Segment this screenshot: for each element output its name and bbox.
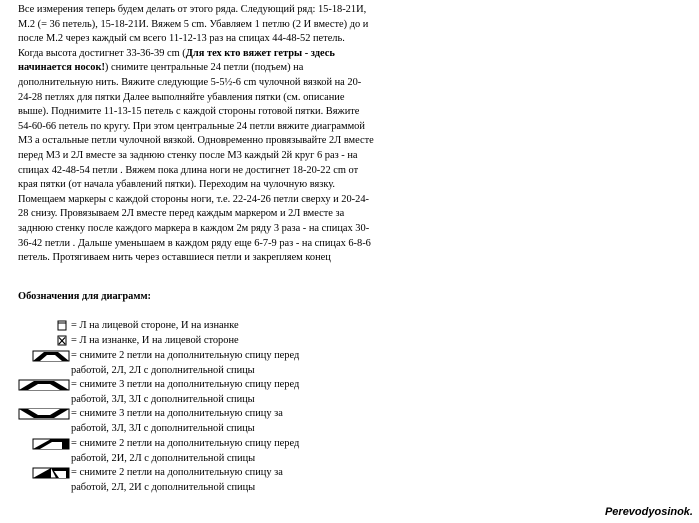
bold-note: Для тех кто вяжет гетры - здесь [185,47,335,59]
empty-square-icon [56,319,68,333]
cable-2-back-purl-icon [32,466,70,480]
legend-text: работой, 2И, 2Л с дополнительной спицы [71,452,256,464]
legend-text: = снимите 3 петли на дополнительную спицу перед [71,379,300,390]
text-line: петель. Протягиваем нить через оставшиеся петли и закрепляем конец [18,252,331,264]
text-line: выше). Поднимите 11-13-15 петель с каждой стороны готовой пятки. Вяжите [18,106,360,118]
text-line: перед М3 и 2Л вместе за заднюю стенку после М3 каждый 2й круг 6 раз - на [18,149,358,161]
text-line: края пятки (от начала убавлений пятки). Переходим на чулочную вязку. [18,179,335,191]
text-line: 28 снизу. Провязываем 2Л вместе перед каждым маркером и 2Л вместе за [18,208,345,220]
cable-2-front-icon [32,349,70,363]
legend-text: работой, 2Л, 2И с дополнительной спицы [71,481,256,493]
pattern-text [18,3,480,266]
legend-text: = снимите 2 петли на дополнительную спицу за [71,467,283,478]
cable-2-front-purl-icon [32,437,70,451]
legend-text: работой, 2Л, 2Л с дополнительной спицы [71,364,255,376]
cable-3-back-icon [18,407,70,421]
text-line: 54-60-66 петель по кругу. При этом центральные 24 петли вяжите диаграммой [18,120,365,132]
watermark: Perevodyosinok. [604,506,693,518]
text-line: 36-42 петли . Дальше уменьшаем в каждом ряду еще 6-7-9 раз - на спицах 6-8-6 [18,237,371,249]
legend-text: работой, 3Л, 3Л с дополнительной спицы [71,393,255,405]
text-line: дополнительную нить. Вяжите следующие 5-5½-6 cm чулочной вязкой на 20- [18,76,362,88]
cable-3-front-icon [18,378,70,392]
text-line: заднюю стенку после каждого маркера в каждом 2м ряду 3 раза - на спицах 30- [18,222,370,234]
legend-text: = снимите 2 петли на дополнительную спицу перед [71,350,300,361]
text-line: начинается носок!) снимите центральные 24 петли (подъем) на [18,62,304,74]
legend-text: работой, 3Л, 3Л с дополнительной спицы [71,422,255,434]
legend-text: = снимите 2 петли на дополнительную спицу перед [71,438,300,449]
legend-text: = Л на лицевой стороне, И на изнанке [71,320,239,331]
legend-title: Обозначения для диаграмм: [18,291,151,302]
text-line: М3 а остальные петли чулочной вязкой. Одновременно провязывайте 2Л вместе [18,135,374,147]
text-line: Когда высота достигнет 33-36-39 cm (Для тех кто вяжет гетры - здесь [18,47,335,59]
text-line: Все измерения теперь будем делать от этого ряда. Следующий ряд: 15-18-21И, [18,4,367,15]
text-line: спицах 42-48-54 петли . Вяжем пока длина ноги не достигнет 18-20-22 cm от [18,164,359,176]
text-line: М.2 (= 36 петель), 15-18-21И. Вяжем 5 cm. Убавляем 1 петлю (2 И вместе) до и [18,18,369,30]
text-line: после М.2 через каждый см всего 11-12-13 раз на спицах 44-48-52 петель. [18,33,345,45]
text-line: 24-28 петлях для пятки Далее выполняйте убавления пятки (см. описание [18,91,345,103]
bold-note: начинается носок! [18,62,105,74]
x-square-icon [56,334,68,348]
legend-text: = Л на изнанке, И на лицевой стороне [71,335,239,346]
text-line: Помещаем маркеры с каждой стороны ноги, т.е. 22-24-26 петли сверху и 20-24- [18,193,369,205]
legend-text: = снимите 3 петли на дополнительную спицу за [71,408,283,419]
